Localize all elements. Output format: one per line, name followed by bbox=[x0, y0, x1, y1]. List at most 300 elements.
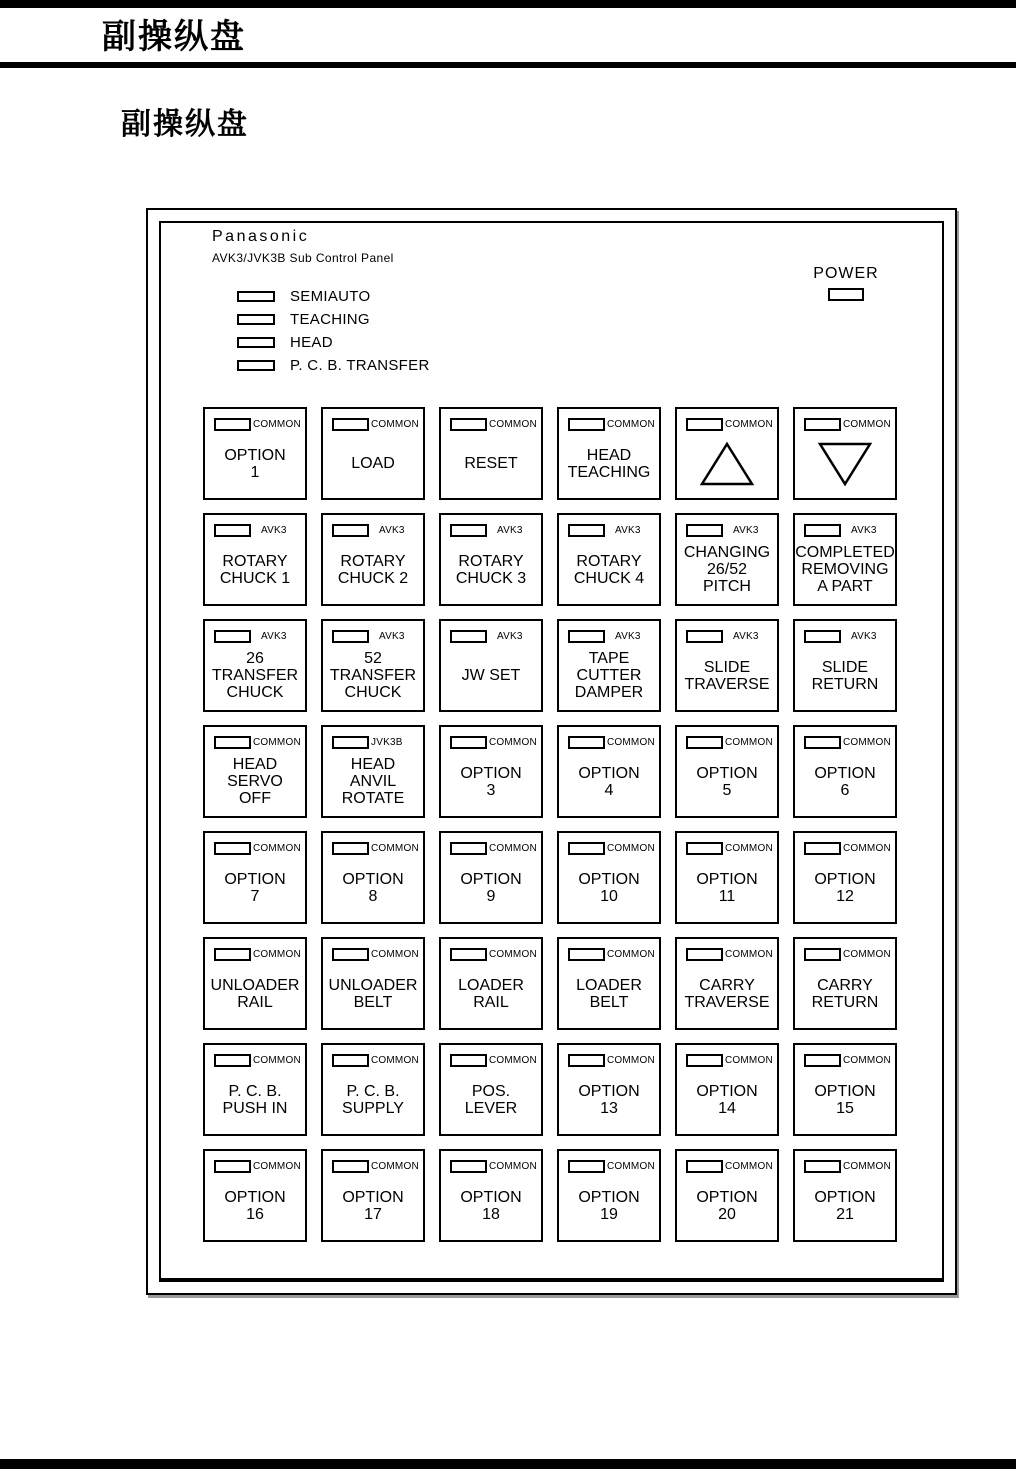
panel-button bbox=[439, 937, 543, 1030]
button-indicator bbox=[332, 418, 423, 431]
button-scope-tag: COMMON bbox=[607, 419, 655, 430]
button-caption bbox=[205, 961, 305, 1028]
button-caption-text: ROTARY CHUCK 1 bbox=[219, 552, 291, 587]
button-caption bbox=[677, 961, 777, 1028]
button-caption bbox=[205, 1067, 305, 1134]
button-caption-text: LOADER BELT bbox=[576, 976, 642, 1011]
button-indicator bbox=[568, 736, 659, 749]
panel-button bbox=[203, 513, 307, 606]
button-caption-text: OPTION 11 bbox=[696, 870, 758, 905]
button-caption bbox=[677, 1173, 777, 1240]
panel-button bbox=[203, 407, 307, 500]
lamp-icon bbox=[332, 524, 369, 537]
lamp-icon bbox=[237, 337, 275, 348]
button-indicator bbox=[450, 1160, 541, 1173]
button-caption bbox=[205, 1173, 305, 1240]
button-caption-text: OPTION 4 bbox=[578, 764, 640, 799]
panel-button bbox=[439, 619, 543, 712]
button-caption bbox=[559, 1067, 659, 1134]
button-indicator bbox=[686, 418, 777, 431]
button-scope-tag: COMMON bbox=[607, 949, 655, 960]
button-caption-text: P. C. B. PUSH IN bbox=[222, 1082, 288, 1117]
button-indicator bbox=[686, 1160, 777, 1173]
button-caption bbox=[559, 537, 659, 604]
button-indicator bbox=[568, 948, 659, 961]
button-caption bbox=[559, 855, 659, 922]
lamp-icon bbox=[568, 736, 605, 749]
button-caption bbox=[205, 643, 305, 710]
button-scope-tag: AVK3 bbox=[497, 525, 523, 536]
button-scope-tag: AVK3 bbox=[261, 525, 287, 536]
lamp-icon bbox=[568, 418, 605, 431]
button-caption bbox=[323, 537, 423, 604]
button-caption-text: 26 TRANSFER CHUCK bbox=[211, 650, 299, 701]
lamp-icon bbox=[450, 736, 487, 749]
button-caption-text: CARRY RETURN bbox=[811, 976, 879, 1011]
button-scope-tag: COMMON bbox=[725, 737, 773, 748]
button-indicator bbox=[568, 630, 659, 643]
button-caption bbox=[441, 855, 541, 922]
lamp-icon bbox=[237, 291, 275, 302]
lamp-icon bbox=[214, 1160, 251, 1173]
button-caption-text: RESET bbox=[464, 455, 518, 472]
button-caption-text: P. C. B. SUPPLY bbox=[342, 1082, 404, 1117]
lamp-icon bbox=[804, 418, 841, 431]
button-indicator bbox=[332, 1160, 423, 1173]
lamp-icon bbox=[237, 360, 275, 371]
button-scope-tag: AVK3 bbox=[615, 631, 641, 642]
button-caption bbox=[795, 749, 895, 816]
button-indicator bbox=[332, 630, 423, 643]
panel-button bbox=[321, 1043, 425, 1136]
button-caption bbox=[677, 537, 777, 604]
button-indicator bbox=[804, 1160, 895, 1173]
panel-button bbox=[203, 619, 307, 712]
button-caption bbox=[441, 749, 541, 816]
mode-indicator-row bbox=[237, 354, 430, 377]
lamp-icon bbox=[332, 736, 369, 749]
panel-button bbox=[793, 619, 897, 712]
button-scope-tag: COMMON bbox=[253, 737, 301, 748]
lamp-icon bbox=[332, 948, 369, 961]
button-scope-tag: COMMON bbox=[607, 1055, 655, 1066]
button-caption bbox=[323, 961, 423, 1028]
panel-button bbox=[675, 407, 779, 500]
lamp-icon bbox=[568, 1054, 605, 1067]
lamp-icon bbox=[450, 1054, 487, 1067]
lamp-icon bbox=[686, 524, 723, 537]
button-indicator bbox=[686, 842, 777, 855]
button-indicator bbox=[214, 948, 305, 961]
button-caption-text: OPTION 17 bbox=[342, 1188, 404, 1223]
button-scope-tag: COMMON bbox=[843, 1055, 891, 1066]
panel-button bbox=[321, 407, 425, 500]
button-scope-tag: COMMON bbox=[843, 419, 891, 430]
button-caption-text: CARRY TRAVERSE bbox=[684, 976, 770, 1011]
top-rule bbox=[0, 0, 1016, 8]
lamp-icon bbox=[686, 948, 723, 961]
panel-button bbox=[557, 407, 661, 500]
mode-indicator-label: TEACHING bbox=[290, 311, 370, 328]
button-scope-tag: COMMON bbox=[253, 1161, 301, 1172]
panel-button bbox=[439, 1043, 543, 1136]
panel-button bbox=[321, 619, 425, 712]
panel-button bbox=[557, 1149, 661, 1242]
button-scope-tag: COMMON bbox=[371, 949, 419, 960]
header-rule bbox=[0, 62, 1016, 68]
power-lamp-icon bbox=[828, 288, 864, 301]
button-scope-tag: COMMON bbox=[725, 949, 773, 960]
button-caption bbox=[205, 855, 305, 922]
button-caption-text: OPTION 9 bbox=[460, 870, 522, 905]
panel-button bbox=[675, 1043, 779, 1136]
button-scope-tag: COMMON bbox=[489, 737, 537, 748]
panel-button bbox=[203, 937, 307, 1030]
button-scope-tag: COMMON bbox=[725, 419, 773, 430]
button-scope-tag: COMMON bbox=[371, 1161, 419, 1172]
button-indicator bbox=[214, 418, 305, 431]
button-indicator bbox=[214, 736, 305, 749]
button-scope-tag: COMMON bbox=[253, 843, 301, 854]
mode-indicator-row bbox=[237, 331, 430, 354]
button-caption bbox=[441, 961, 541, 1028]
mode-indicator-row bbox=[237, 285, 430, 308]
button-caption-text: TAPE CUTTER DAMPER bbox=[574, 650, 644, 701]
button-scope-tag: COMMON bbox=[489, 1161, 537, 1172]
lamp-icon bbox=[450, 948, 487, 961]
button-caption-text: OPTION 6 bbox=[814, 764, 876, 799]
button-caption-text: COMPLETED REMOVING A PART bbox=[795, 544, 895, 595]
button-caption-text: OPTION 21 bbox=[814, 1188, 876, 1223]
panel-button bbox=[321, 725, 425, 818]
button-caption bbox=[559, 431, 659, 498]
button-scope-tag: AVK3 bbox=[497, 631, 523, 642]
panel-button bbox=[203, 831, 307, 924]
button-indicator bbox=[804, 630, 895, 643]
lamp-icon bbox=[237, 314, 275, 325]
button-indicator bbox=[332, 736, 423, 749]
button-caption-text: HEAD TEACHING bbox=[567, 446, 651, 481]
panel-button bbox=[557, 1043, 661, 1136]
button-caption bbox=[795, 1067, 895, 1134]
button-scope-tag: COMMON bbox=[253, 1055, 301, 1066]
button-caption-text: OPTION 1 bbox=[224, 446, 286, 481]
button-caption-text: HEAD ANVIL ROTATE bbox=[341, 756, 405, 807]
panel-button bbox=[321, 513, 425, 606]
lamp-icon bbox=[332, 630, 369, 643]
button-caption bbox=[677, 855, 777, 922]
button-caption-text: ROTARY CHUCK 2 bbox=[337, 552, 409, 587]
button-caption-text: OPTION 5 bbox=[696, 764, 758, 799]
button-scope-tag: COMMON bbox=[489, 843, 537, 854]
panel-button bbox=[439, 407, 543, 500]
button-caption-text: CHANGING 26/52 PITCH bbox=[683, 544, 771, 595]
button-scope-tag: COMMON bbox=[607, 737, 655, 748]
lamp-icon bbox=[332, 842, 369, 855]
panel-button bbox=[793, 831, 897, 924]
button-scope-tag: COMMON bbox=[489, 1055, 537, 1066]
panel-button bbox=[793, 1043, 897, 1136]
power-label: POWER bbox=[813, 265, 879, 282]
sub-control-panel-diagram bbox=[146, 208, 957, 1295]
panel-button bbox=[203, 725, 307, 818]
button-indicator bbox=[214, 630, 305, 643]
button-scope-tag: COMMON bbox=[725, 1055, 773, 1066]
button-caption-text: LOAD bbox=[351, 455, 395, 472]
mode-indicator-row bbox=[237, 308, 430, 331]
button-caption-text: ROTARY CHUCK 3 bbox=[455, 552, 527, 587]
button-caption bbox=[795, 643, 895, 710]
button-caption-text: 52 TRANSFER CHUCK bbox=[329, 650, 417, 701]
button-scope-tag: COMMON bbox=[253, 949, 301, 960]
button-scope-tag: AVK3 bbox=[733, 525, 759, 536]
button-caption bbox=[323, 643, 423, 710]
lamp-icon bbox=[568, 1160, 605, 1173]
lamp-icon bbox=[214, 948, 251, 961]
button-indicator bbox=[214, 524, 305, 537]
panel-face bbox=[159, 221, 944, 1282]
button-caption-text: JW SET bbox=[461, 667, 521, 684]
button-indicator bbox=[214, 1160, 305, 1173]
button-caption-text: OPTION 16 bbox=[224, 1188, 286, 1223]
button-caption bbox=[677, 749, 777, 816]
button-indicator bbox=[450, 630, 541, 643]
button-caption-text: ROTARY CHUCK 4 bbox=[573, 552, 645, 587]
panel-button bbox=[557, 937, 661, 1030]
button-caption bbox=[205, 431, 305, 498]
lamp-icon bbox=[686, 736, 723, 749]
lamp-icon bbox=[686, 1054, 723, 1067]
lamp-icon bbox=[804, 630, 841, 643]
lamp-icon bbox=[450, 524, 487, 537]
lamp-icon bbox=[804, 842, 841, 855]
button-caption-text: OPTION 18 bbox=[460, 1188, 522, 1223]
button-scope-tag: COMMON bbox=[843, 1161, 891, 1172]
lamp-icon bbox=[450, 418, 487, 431]
button-scope-tag: AVK3 bbox=[851, 631, 877, 642]
button-caption bbox=[205, 537, 305, 604]
triangle-up-icon bbox=[699, 441, 755, 487]
button-indicator bbox=[568, 1160, 659, 1173]
mode-indicator-list bbox=[237, 285, 430, 377]
panel-button bbox=[675, 619, 779, 712]
button-caption bbox=[559, 961, 659, 1028]
button-caption bbox=[323, 749, 423, 816]
lamp-icon bbox=[450, 630, 487, 643]
panel-button bbox=[793, 937, 897, 1030]
lamp-icon bbox=[214, 736, 251, 749]
button-scope-tag: COMMON bbox=[371, 1055, 419, 1066]
button-indicator bbox=[450, 842, 541, 855]
lamp-icon bbox=[214, 1054, 251, 1067]
panel-button bbox=[557, 831, 661, 924]
lamp-icon bbox=[450, 842, 487, 855]
button-caption-text: POS. LEVER bbox=[464, 1082, 518, 1117]
lamp-icon bbox=[568, 524, 605, 537]
button-caption-text: SLIDE TRAVERSE bbox=[684, 658, 770, 693]
button-caption-text: UNLOADER RAIL bbox=[210, 976, 300, 1011]
button-indicator bbox=[804, 948, 895, 961]
panel-button bbox=[675, 831, 779, 924]
button-indicator bbox=[686, 948, 777, 961]
button-caption bbox=[795, 537, 895, 604]
button-caption-text: OPTION 14 bbox=[696, 1082, 758, 1117]
lamp-icon bbox=[804, 948, 841, 961]
button-scope-tag: COMMON bbox=[843, 737, 891, 748]
panel-button bbox=[793, 725, 897, 818]
panel-button bbox=[439, 831, 543, 924]
button-indicator bbox=[450, 736, 541, 749]
button-indicator bbox=[450, 418, 541, 431]
button-indicator bbox=[450, 948, 541, 961]
panel-button bbox=[675, 1149, 779, 1242]
mode-indicator-label: HEAD bbox=[290, 334, 333, 351]
panel-button bbox=[793, 513, 897, 606]
button-caption-text: OPTION 20 bbox=[696, 1188, 758, 1223]
lamp-icon bbox=[568, 630, 605, 643]
panel-button bbox=[675, 937, 779, 1030]
lamp-icon bbox=[332, 1054, 369, 1067]
button-indicator bbox=[804, 842, 895, 855]
button-scope-tag: JVK3B bbox=[371, 737, 403, 748]
button-scope-tag: AVK3 bbox=[615, 525, 641, 536]
button-indicator bbox=[804, 736, 895, 749]
lamp-icon bbox=[332, 1160, 369, 1173]
mode-indicator-label: SEMIAUTO bbox=[290, 288, 371, 305]
button-indicator bbox=[804, 418, 895, 431]
panel-button bbox=[203, 1043, 307, 1136]
bottom-rule bbox=[0, 1459, 1016, 1469]
power-block bbox=[809, 265, 883, 301]
button-scope-tag: COMMON bbox=[489, 419, 537, 430]
button-scope-tag: AVK3 bbox=[261, 631, 287, 642]
lamp-icon bbox=[568, 948, 605, 961]
section-title: 副操纵盘 bbox=[121, 108, 249, 141]
button-scope-tag: AVK3 bbox=[851, 525, 877, 536]
brand-logo: Panasonic bbox=[212, 228, 310, 245]
panel-button bbox=[203, 1149, 307, 1242]
panel-button bbox=[675, 725, 779, 818]
button-caption-text: OPTION 8 bbox=[342, 870, 404, 905]
button-indicator bbox=[804, 524, 895, 537]
triangle-down-icon bbox=[817, 441, 873, 487]
button-indicator bbox=[686, 524, 777, 537]
button-caption-text: OPTION 15 bbox=[814, 1082, 876, 1117]
lamp-icon bbox=[568, 842, 605, 855]
button-indicator bbox=[568, 1054, 659, 1067]
button-caption bbox=[795, 431, 895, 498]
button-caption-text: OPTION 10 bbox=[578, 870, 640, 905]
lamp-icon bbox=[686, 418, 723, 431]
button-caption bbox=[441, 1173, 541, 1240]
button-caption bbox=[559, 643, 659, 710]
button-caption-text: OPTION 13 bbox=[578, 1082, 640, 1117]
button-indicator bbox=[332, 524, 423, 537]
button-indicator bbox=[686, 1054, 777, 1067]
lamp-icon bbox=[450, 1160, 487, 1173]
lamp-icon bbox=[804, 1160, 841, 1173]
button-caption-text: OPTION 7 bbox=[224, 870, 286, 905]
button-indicator bbox=[568, 524, 659, 537]
lamp-icon bbox=[214, 630, 251, 643]
button-caption bbox=[205, 749, 305, 816]
button-caption-text: OPTION 19 bbox=[578, 1188, 640, 1223]
panel-button bbox=[557, 725, 661, 818]
button-scope-tag: AVK3 bbox=[733, 631, 759, 642]
button-caption bbox=[441, 1067, 541, 1134]
button-scope-tag: COMMON bbox=[607, 843, 655, 854]
button-indicator bbox=[332, 1054, 423, 1067]
lamp-icon bbox=[686, 630, 723, 643]
button-caption-text: HEAD SERVO OFF bbox=[227, 756, 283, 807]
button-caption bbox=[677, 643, 777, 710]
panel-button bbox=[321, 937, 425, 1030]
button-indicator bbox=[450, 1054, 541, 1067]
button-indicator bbox=[686, 736, 777, 749]
mode-indicator-label: P. C. B. TRANSFER bbox=[290, 357, 430, 374]
button-caption-text: OPTION 12 bbox=[814, 870, 876, 905]
button-scope-tag: COMMON bbox=[371, 419, 419, 430]
button-indicator bbox=[332, 948, 423, 961]
button-indicator bbox=[686, 630, 777, 643]
button-caption-text: OPTION 3 bbox=[460, 764, 522, 799]
lamp-icon bbox=[214, 842, 251, 855]
button-caption bbox=[795, 961, 895, 1028]
button-indicator bbox=[568, 418, 659, 431]
button-caption bbox=[323, 1067, 423, 1134]
panel-button bbox=[793, 1149, 897, 1242]
button-caption bbox=[323, 855, 423, 922]
button-caption-text: SLIDE RETURN bbox=[811, 658, 879, 693]
panel-button bbox=[557, 619, 661, 712]
page-header-title: 副操纵盘 bbox=[102, 18, 246, 56]
button-scope-tag: AVK3 bbox=[379, 631, 405, 642]
button-scope-tag: COMMON bbox=[725, 843, 773, 854]
button-caption bbox=[677, 431, 777, 498]
button-indicator bbox=[568, 842, 659, 855]
button-indicator bbox=[332, 842, 423, 855]
button-scope-tag: COMMON bbox=[843, 843, 891, 854]
lamp-icon bbox=[214, 418, 251, 431]
panel-button bbox=[675, 513, 779, 606]
lamp-icon bbox=[804, 736, 841, 749]
panel-button bbox=[321, 1149, 425, 1242]
button-indicator bbox=[450, 524, 541, 537]
button-scope-tag: COMMON bbox=[253, 419, 301, 430]
panel-button bbox=[557, 513, 661, 606]
button-caption bbox=[677, 1067, 777, 1134]
button-caption-text: UNLOADER BELT bbox=[328, 976, 418, 1011]
panel-button bbox=[439, 1149, 543, 1242]
button-scope-tag: COMMON bbox=[607, 1161, 655, 1172]
button-caption bbox=[559, 749, 659, 816]
lamp-icon bbox=[214, 524, 251, 537]
button-caption-text: LOADER RAIL bbox=[458, 976, 524, 1011]
lamp-icon bbox=[686, 842, 723, 855]
panel-subtitle: AVK3/JVK3B Sub Control Panel bbox=[212, 251, 394, 265]
lamp-icon bbox=[332, 418, 369, 431]
button-indicator bbox=[804, 1054, 895, 1067]
button-caption bbox=[795, 1173, 895, 1240]
button-caption bbox=[323, 1173, 423, 1240]
button-caption bbox=[441, 643, 541, 710]
button-caption bbox=[795, 855, 895, 922]
button-indicator bbox=[214, 842, 305, 855]
button-caption bbox=[441, 431, 541, 498]
button-caption bbox=[323, 431, 423, 498]
button-scope-tag: COMMON bbox=[725, 1161, 773, 1172]
panel-button bbox=[321, 831, 425, 924]
